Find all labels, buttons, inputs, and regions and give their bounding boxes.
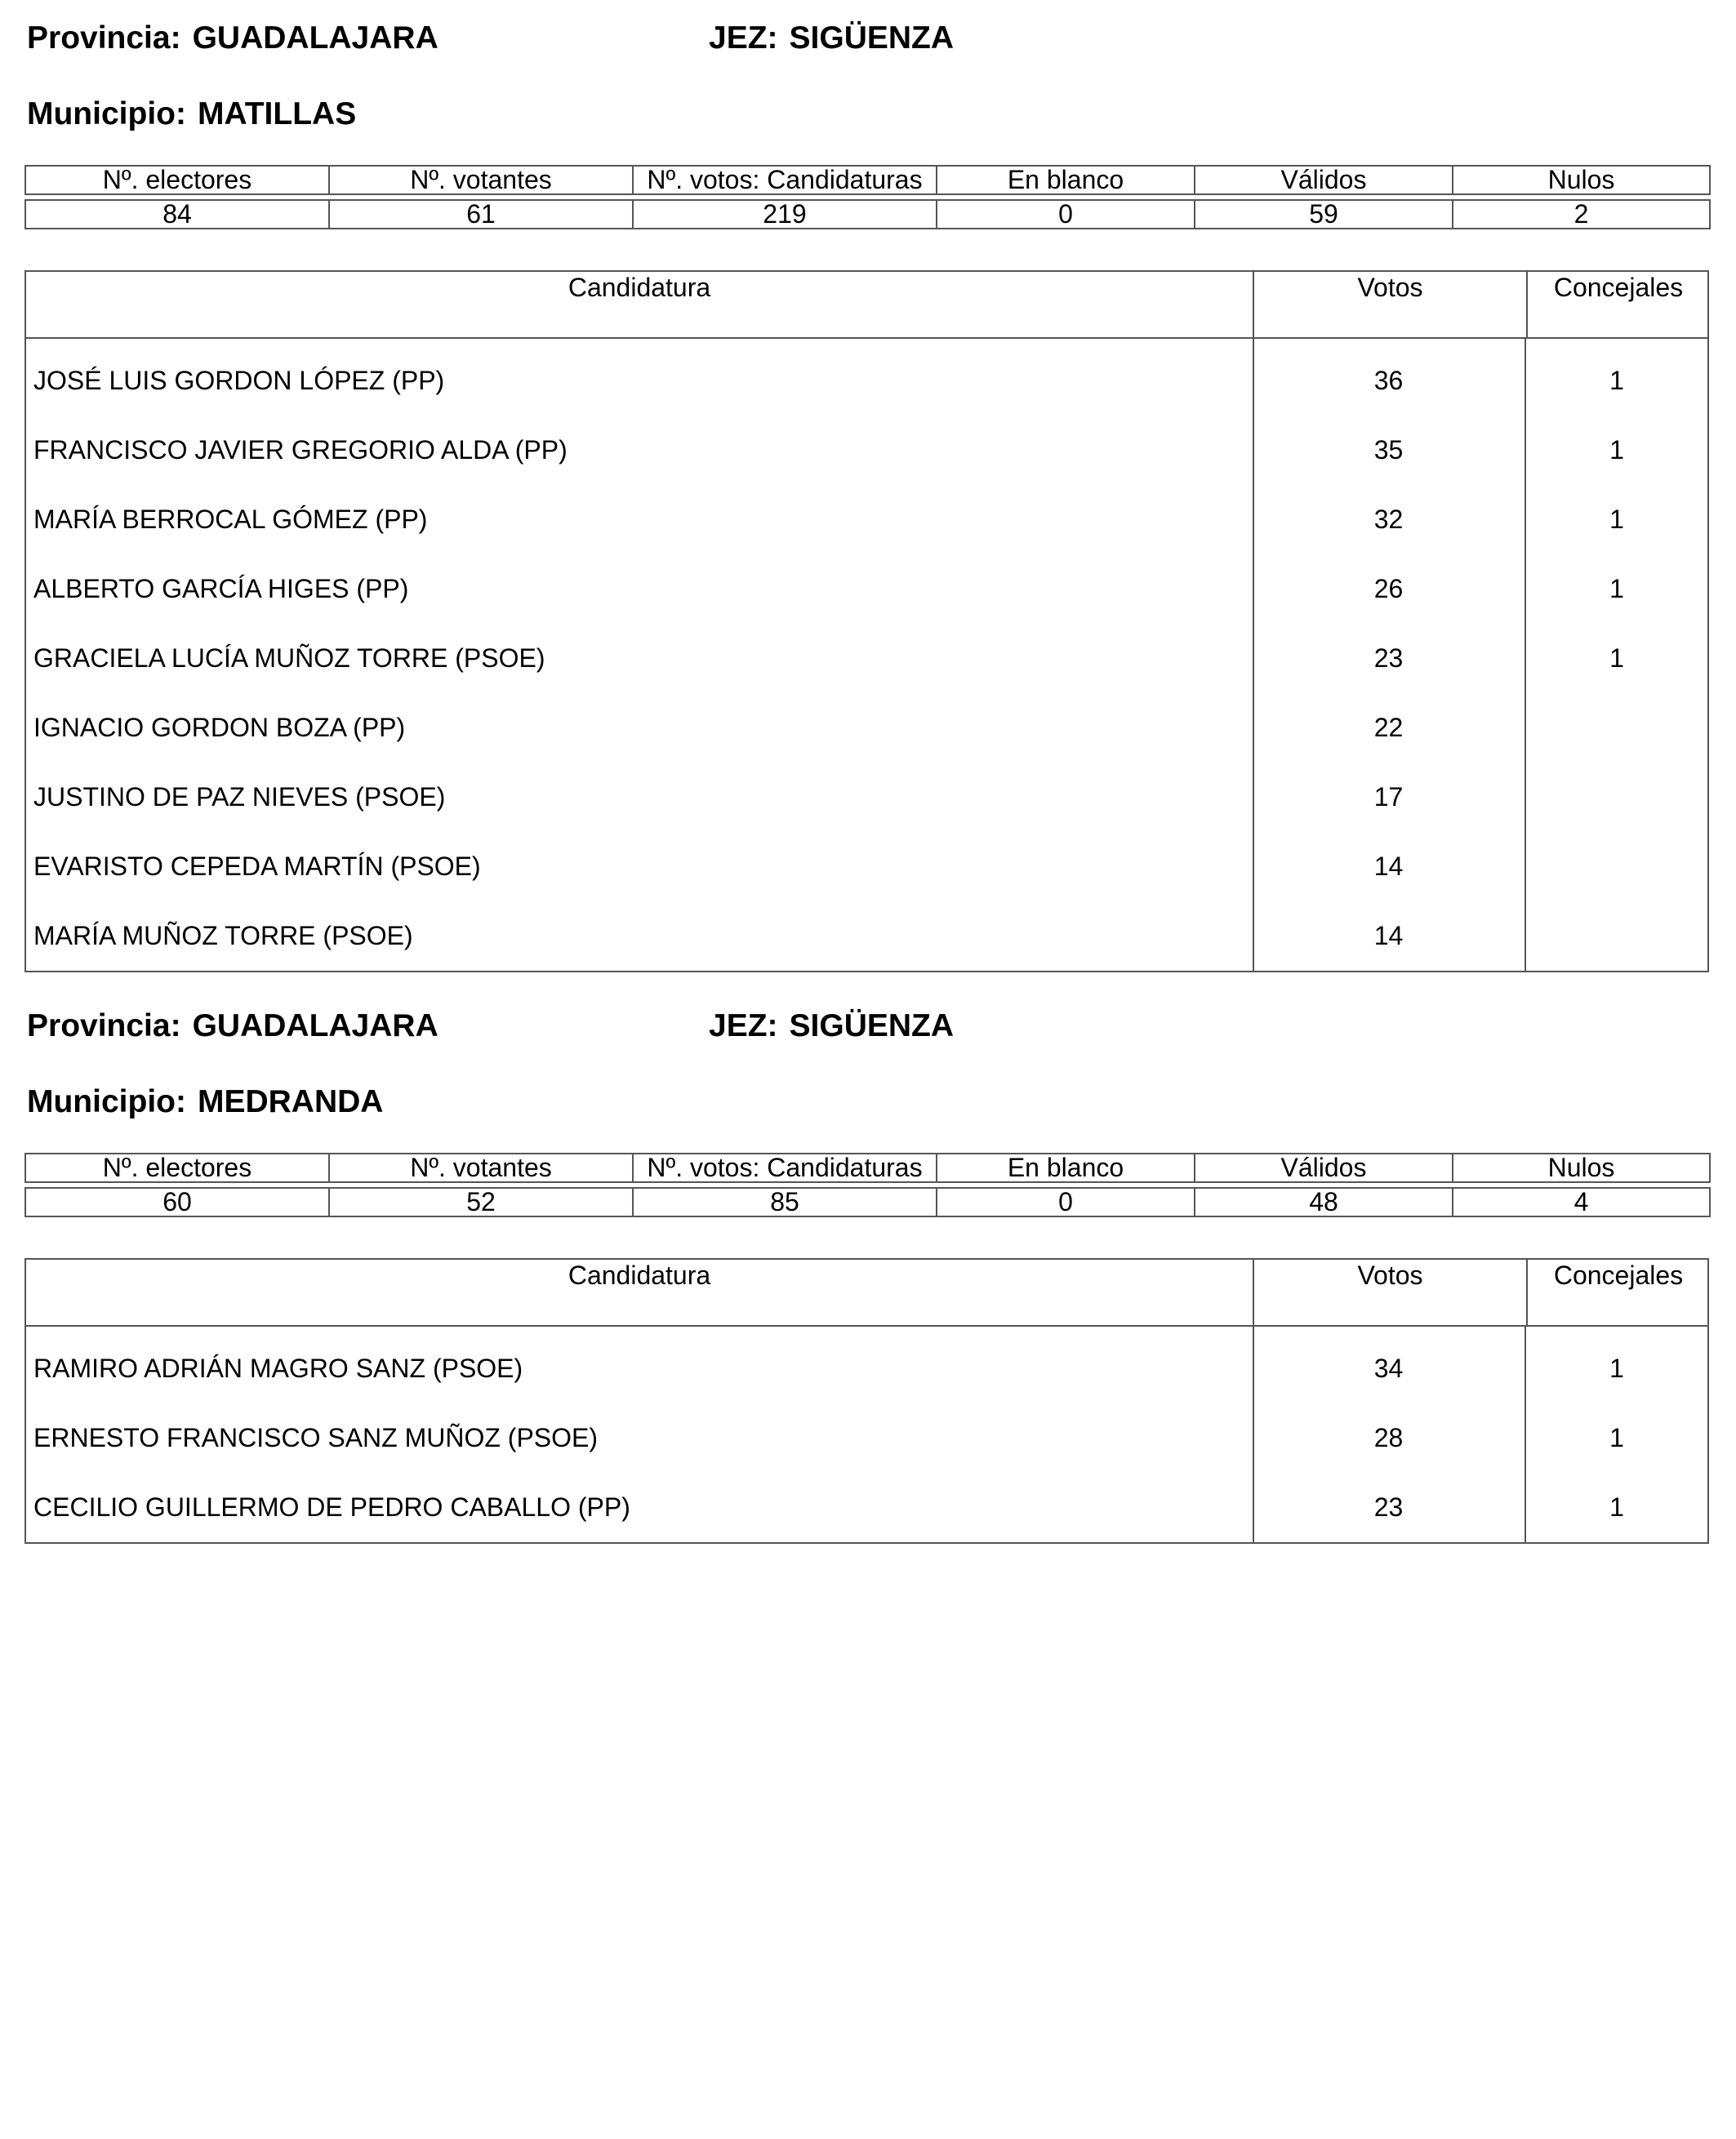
candidate-votes: 28 [1373,1423,1404,1452]
candidate-name: IGNACIO GORDON BOZA (PP) [33,713,406,742]
candidate-row [26,485,1707,554]
candidate-name: JOSÉ LUIS GORDON LÓPEZ (PP) [33,366,445,395]
candidate-name: JUSTINO DE PAZ NIEVES (PSOE) [33,782,446,812]
provincia-heading [27,1006,438,1047]
stats-value-en-blanco: 0 [937,1188,1195,1216]
candidate-row [26,416,1707,485]
stats-value-validos: 48 [1195,1188,1453,1216]
header-votos: Votos [1253,1260,1526,1325]
candidates-body [26,1327,1707,1542]
candidate-votes: 32 [1373,505,1404,534]
candidate-votes: 36 [1373,366,1404,395]
candidate-concejales: 1 [1609,1423,1624,1452]
stats-value-votos-candidaturas: 219 [633,200,937,229]
candidate-row [26,1403,1707,1473]
municipio-value: MEDRANDA [197,1084,384,1119]
candidate-votes: 14 [1373,852,1404,881]
stats-header-row [25,1154,1710,1182]
provincia-heading [27,18,438,59]
candidate-votes: 17 [1373,782,1404,812]
candidate-votes: 26 [1373,574,1404,603]
header-concejales: Concejales [1526,1260,1709,1325]
stats-value-validos: 59 [1195,200,1453,229]
candidate-votes: 23 [1373,1492,1404,1522]
candidate-name: GRACIELA LUCÍA MUÑOZ TORRE (PSOE) [33,643,545,673]
stats-value-nulos: 2 [1453,200,1710,229]
jez-value: SIGÜENZA [789,1008,955,1043]
municipio-value: MATILLAS [197,96,357,131]
candidate-row [26,624,1707,693]
candidates-table [24,270,1709,972]
candidates-table [24,1258,1709,1544]
stats-table [24,1153,1711,1183]
provincia-label: Provincia: [27,20,181,56]
candidate-name: RAMIRO ADRIÁN MAGRO SANZ (PSOE) [33,1354,523,1383]
header-votos: Votos [1253,272,1526,337]
stats-header-row [25,166,1710,194]
candidates-header [26,272,1707,339]
municipio-label: Municipio: [27,96,186,131]
jez-heading [709,1006,954,1047]
candidates-body [26,339,1707,971]
candidate-concejales: 1 [1609,435,1624,465]
stats-values-table [24,199,1711,229]
jez-label: JEZ: [709,1008,778,1043]
municipio-label: Municipio: [27,1084,186,1119]
candidates-header [26,1260,1707,1327]
candidate-row [26,1334,1707,1403]
candidate-votes: 35 [1373,435,1404,465]
candidate-concejales: 1 [1609,1354,1624,1383]
candidate-concejales: 1 [1609,643,1624,673]
jez-value: SIGÜENZA [789,20,955,56]
provincia-label: Provincia: [27,1008,181,1043]
candidate-row [26,832,1707,901]
candidate-concejales: 1 [1609,366,1624,395]
candidate-name: MARÍA MUÑOZ TORRE (PSOE) [33,921,413,950]
stats-value-votantes: 52 [329,1188,633,1216]
candidate-name: FRANCISCO JAVIER GREGORIO ALDA (PP) [33,435,568,465]
candidate-row [26,693,1707,763]
header-candidatura: Candidatura [568,1261,711,1290]
candidate-row [26,1473,1707,1542]
stats-header-en-blanco: En blanco [937,166,1195,194]
stats-value-electores: 60 [25,1188,329,1216]
candidate-votes: 23 [1373,643,1404,673]
stats-value-votantes: 61 [329,200,633,229]
candidate-concejales: 1 [1609,574,1624,603]
stats-header-electores: Nº. electores [25,166,329,194]
stats-values-table [24,1187,1711,1217]
candidate-row [26,554,1707,624]
candidate-name: CECILIO GUILLERMO DE PEDRO CABALLO (PP) [33,1492,630,1522]
jez-label: JEZ: [709,20,778,56]
stats-value-nulos: 4 [1453,1188,1710,1216]
candidate-concejales: 1 [1609,505,1624,534]
candidate-votes: 34 [1373,1354,1404,1383]
stats-header-votantes: Nº. votantes [329,1154,633,1182]
stats-header-nulos: Nulos [1453,166,1710,194]
stats-header-nulos: Nulos [1453,1154,1710,1182]
candidate-name: ALBERTO GARCÍA HIGES (PP) [33,574,409,603]
candidate-votes: 22 [1373,713,1404,742]
header-candidatura: Candidatura [568,273,711,302]
candidate-name: MARÍA BERROCAL GÓMEZ (PP) [33,505,428,534]
stats-header-validos: Válidos [1195,166,1453,194]
stats-value-electores: 84 [25,200,329,229]
stats-value-en-blanco: 0 [937,200,1195,229]
stats-value-votos-candidaturas: 85 [633,1188,937,1216]
stats-header-electores: Nº. electores [25,1154,329,1182]
stats-header-votos-candidaturas: Nº. votos: Candidaturas [633,166,937,194]
candidate-row [26,763,1707,832]
stats-header-validos: Válidos [1195,1154,1453,1182]
municipio-heading [27,94,356,135]
header-concejales: Concejales [1526,272,1709,337]
stats-header-en-blanco: En blanco [937,1154,1195,1182]
candidate-row [26,346,1707,416]
candidate-votes: 14 [1373,921,1404,950]
candidate-row [26,901,1707,971]
candidate-concejales: 1 [1609,1492,1624,1522]
municipio-heading [27,1082,383,1123]
candidate-name: EVARISTO CEPEDA MARTÍN (PSOE) [33,852,481,881]
provincia-value: GUADALAJARA [192,1008,438,1043]
stats-header-votos-candidaturas: Nº. votos: Candidaturas [633,1154,937,1182]
stats-value-row [25,200,1710,229]
jez-heading [709,18,954,59]
candidate-name: ERNESTO FRANCISCO SANZ MUÑOZ (PSOE) [33,1423,599,1452]
stats-table [24,165,1711,195]
stats-header-votantes: Nº. votantes [329,166,633,194]
stats-value-row [25,1188,1710,1216]
provincia-value: GUADALAJARA [192,20,438,56]
